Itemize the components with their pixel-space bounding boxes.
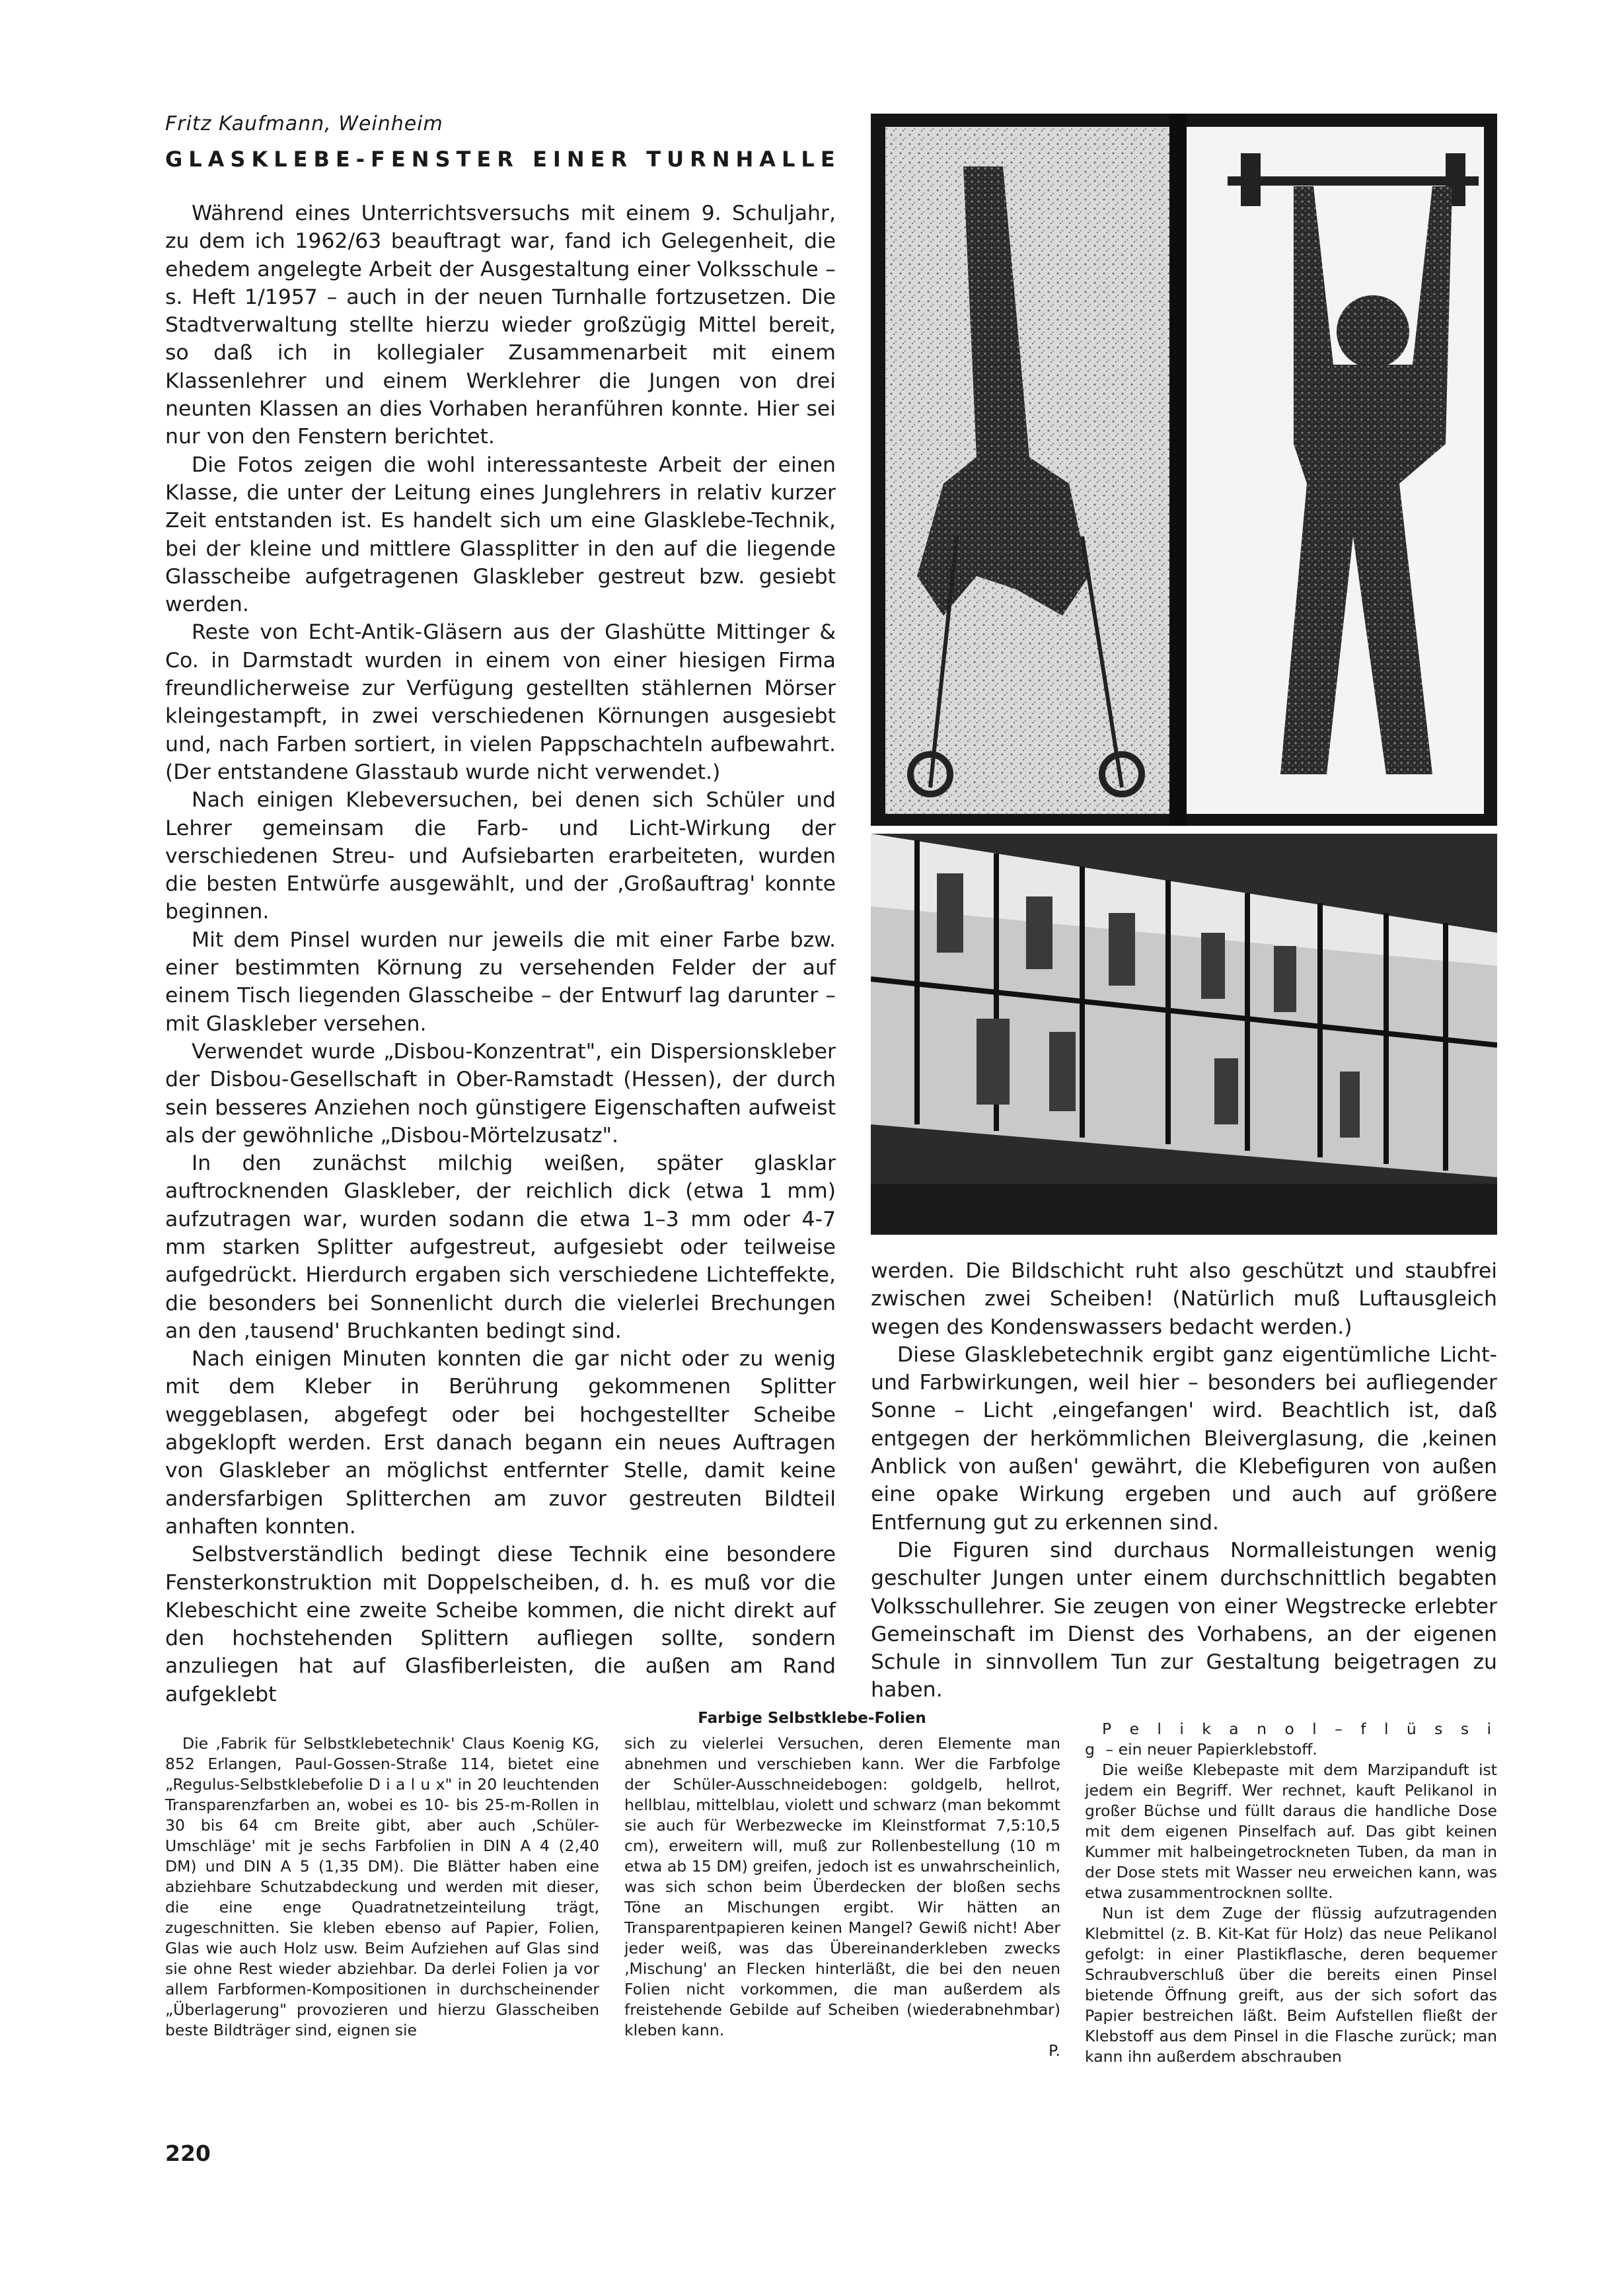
paragraph: Während eines Unterrichtsversuchs mit einem 9. Schuljahr, zu dem ich 1962/63 beauftragt war, fand ich Gelegenheit, die ehedem angelegte Arbeit der Ausgestaltung einer Volksschule – s. Heft 1/1957 – auch in der neuen Turnhalle fortzusetzen. Die Stadtverwaltung stellte hierzu wieder großzügig Mittel bereit, so daß ich in kollegialer Zusammenarbeit mit einem Klassenlehrer und einem Werklehrer die Jungen von drei neunten Klassen an dies Vorhaben heranführen konnte. Hier sei nur von den Fenstern berichtet. bbox=[165, 201, 836, 449]
product-subtitle: – ein neuer Papierklebstoff. bbox=[1100, 1740, 1317, 1759]
paragraph: Die Fotos zeigen die wohl interessanteste Arbeit der einen Klasse, die unter der Leitung eines Junglehrers in relativ kurzer Zeit entstanden ist. Es handelt sich um eine Glasklebe-Technik, bei der kleine und mittlere Glassplitter in den auf die liegende Glasscheibe aufgetragenen Glaskleber gestreut bzw. gesiebt werden. bbox=[165, 453, 836, 617]
photo-gym-windows bbox=[871, 834, 1497, 1235]
paragraph: Selbstverständlich bedingt diese Technik eine besondere Fensterkonstruktion mit Doppelscheiben, d. h. es muß vor die Klebeschicht eine zweite Scheibe kommen, die nicht direkt auf den hochstehenden Splittern aufliegen sollte, sondern anzuliegen hat auf Glasfiberleisten, die außen am Rand aufgeklebt bbox=[165, 1543, 836, 1706]
paragraph: Nach einigen Klebeversuchen, bei denen sich Schüler und Lehrer gemeinsam die Farb- und Licht-Wirkung der verschiedenen Streu- und Aufsiebarten erarbeiteten, wurden die besten Entwürfe ausgewählt, und der ‚Großauftrag' konnte beginnen. bbox=[165, 788, 836, 924]
paragraph: Nun ist dem Zuge der flüssig aufzutragenden Klebmittel (z. B. Kit-Kat für Holz) das neue Pelikanol gefolgt: in einer Plastikflasche, deren bequemer Schraubverschluß über die bereits einen Pinsel bietende Öffnung greift, aus der sich sofort das Papier bestreichen läßt. Beim Aufstellen fließt der Klebstoff aus dem Pinsel in die Flasche zurück; man kann ihn außerdem abschrauben bbox=[1085, 1904, 1497, 2066]
paragraph-heading bbox=[1085, 1719, 1497, 1760]
article-title: GLASKLEBE-FENSTER EINER TURNHALLE bbox=[165, 147, 841, 172]
notice-title: Farbige Selbstklebe-Folien bbox=[698, 1710, 926, 1727]
article-right-column bbox=[871, 1257, 1497, 1704]
article-author: Fritz Kaufmann, Weinheim bbox=[165, 112, 443, 135]
paragraph: Diese Glasklebetechnik ergibt ganz eigentümliche Licht- und Farbwirkungen, weil hier – besonders bei aufliegender Sonne – Licht ‚eingefangen' wird. Beachtlich ist, daß entgegen der herkömmlichen Bleiverglasung, die ‚keinen Anblick von außen' gewährt, die Klebefiguren von außen eine opake Wirkung ergeben und auch auf größere Entfernung gut zu erkennen sind. bbox=[871, 1342, 1497, 1535]
paragraph: Nach einigen Minuten konnten die gar nicht oder zu wenig mit dem Kleber in Berührung gekommenen Splitter weggeblasen, abgefegt oder bei hochgestellter Scheibe abgeklopft werden. Erst danach begann ein neues Auftragen von Glaskleber an möglichst entfernter Stelle, damit keine andersfarbigen Splitterchen am zuvor gestreuten Bildteil anhaften konnten. bbox=[165, 1347, 836, 1539]
page-number: 220 bbox=[165, 2140, 211, 2166]
paragraph: Verwendet wurde „Disbou-Konzentrat", ein Dispersionskleber der Disbou-Gesellschaft in Ober-Ramstadt (Hessen), der durch sein besseres Anziehen noch günstigere Eigenschaften aufweist als der gewöhnliche „Disbou-Mörtelzusatz". bbox=[165, 1039, 836, 1148]
paragraph: Die weiße Klebepaste mit dem Marzipanduft ist jedem ein Begriff. Wer rechnet, kauft Pelikanol in großer Büchse und füllt daraus die handliche Dose mit dem eigenen Pinselfach auf. Das gibt keinen Kummer mit halbeingetrockneten Tuben, da man in der Dose stets mit Wasser neu erweichen kann, was etwa zusammentrocknen sollte. bbox=[1085, 1761, 1497, 1902]
paragraph: Die ‚Fabrik für Selbstklebetechnik' Claus Koenig KG, 852 Erlangen, Paul-Gossen-Straße 114, bietet eine „Regulus-Selbstklebefolie D i a l u x" in 20 leuchtenden Transparenzfarben an, wobei es 10- bis 25-m-Rollen in 30 bis 64 cm Breite gibt, aber auch ‚Schüler-Umschläge' mit je sechs Farbfolien in DIN A 4 (2,40 DM) und DIN A 5 (1,35 DM). Die Blätter haben eine abziehbare Schutzabdeckung und werden mit dieser, die eine enge Quadratnetzeinteilung trägt, zugeschnitten. Sie kleben ebenso auf Papier, Folien, Glas wie auch Holz usw. Beim Aufziehen auf Glas sind sie ohne Rest wieder abziehbar. Da derlei Folien ja vor allem Farbformen-Kompositionen in durchscheinender „Überlagerung" provozieren und hierzu Glasscheiben beste Bildträger sind, eignen sie bbox=[165, 1734, 599, 2039]
glass-figures-image bbox=[871, 114, 1497, 826]
paragraph: sich zu vielerlei Versuchen, deren Elemente man abnehmen und verschieben kann. Wer die Farbfolge der Schüler-Ausschneidebogen: goldgelb, hellrot, hellblau, mittelblau, violett und schwarz (man bekommt sie auch für Werbezwecke im Kleinstformat 7,5:10,5 cm), erweitern will, muß zur Rollenbestellung (10 m etwa ab 15 DM) greifen, jedoch ist es unwahrscheinlich, was sich schon beim Überdecken der bloßen sechs Töne an Mischungen ergibt. Wir hätten an Transparentpapieren keinen Mangel? Gewiß nicht! Aber jeder weiß, was das Übereinanderkleben zwecks ‚Mischung' an Flecken hinterläßt, die bei den neuen Folien nicht vorkommen, die man außerdem als freistehende Gebilde auf Scheiben (wiederabnehmbar) kleben kann. bbox=[624, 1734, 1060, 2039]
paragraph: Die Figuren sind durchaus Normalleistungen wenig geschulter Jungen unter einem durchschnittlich begabten Volksschullehrer. Sie zeugen von einer Wegstrecke erlebter Gemeinschaft im Dienst des Vorhabens, an der eigenen Schule in sinnvollem Tun zur Gestaltung beigetragen zu haben. bbox=[871, 1538, 1497, 1702]
notice-column-3 bbox=[1085, 1719, 1497, 2067]
paragraph: Mit dem Pinsel wurden nur jeweils die mit einer Farbe bzw. einer bestimmten Körnung zu versehenden Felder der auf einem Tisch liegenden Glasscheibe – der Entwurf lag darunter – mit Glaskleber versehen. bbox=[165, 928, 836, 1036]
gym-windows-image bbox=[871, 834, 1497, 1235]
paragraph: werden. Die Bildschicht ruht also geschützt und staubfrei zwischen zwei Scheiben! (Natürlich muß Luftausgleich wegen des Kondenswassers bedacht werden.) bbox=[871, 1259, 1497, 1339]
paragraph: Reste von Echt-Antik-Gläsern aus der Glashütte Mittinger & Co. in Darmstadt wurden in einem von einer hiesigen Firma freundlicherweise zur Verfügung gestellten stählernen Mörser kleingestampft, in zwei verschiedenen Körnungen ausgesiebt und, nach Farben sortiert, in vielen Pappschachteln aufbewahrt. (Der entstandene Glasstaub wurde nicht verwendet.) bbox=[165, 620, 836, 784]
notice-column-1 bbox=[165, 1733, 599, 2041]
photo-glass-figures bbox=[871, 114, 1497, 826]
product-name: P e l i k a n o l – f l ü s s i g bbox=[1085, 1720, 1497, 1759]
article-left-column bbox=[165, 200, 836, 1708]
signature: P. bbox=[1049, 2041, 1060, 2060]
paragraph: In den zunächst milchig weißen, später glasklar auftrocknenden Glaskleber, der reichlich dick (etwa 1 mm) aufzutragen war, wurden sodann die etwa 1–3 mm oder 4-7 mm starken Splitter aufgestreut, aufgesiebt oder teilweise aufgedrückt. Hierdurch ergaben sich verschiedene Lichteffekte, die besonders bei Sonnenlicht durch die vielerlei Brechungen an den ‚tausend' Bruchkanten bedingt sind. bbox=[165, 1151, 836, 1343]
notice-column-2 bbox=[624, 1733, 1060, 2061]
